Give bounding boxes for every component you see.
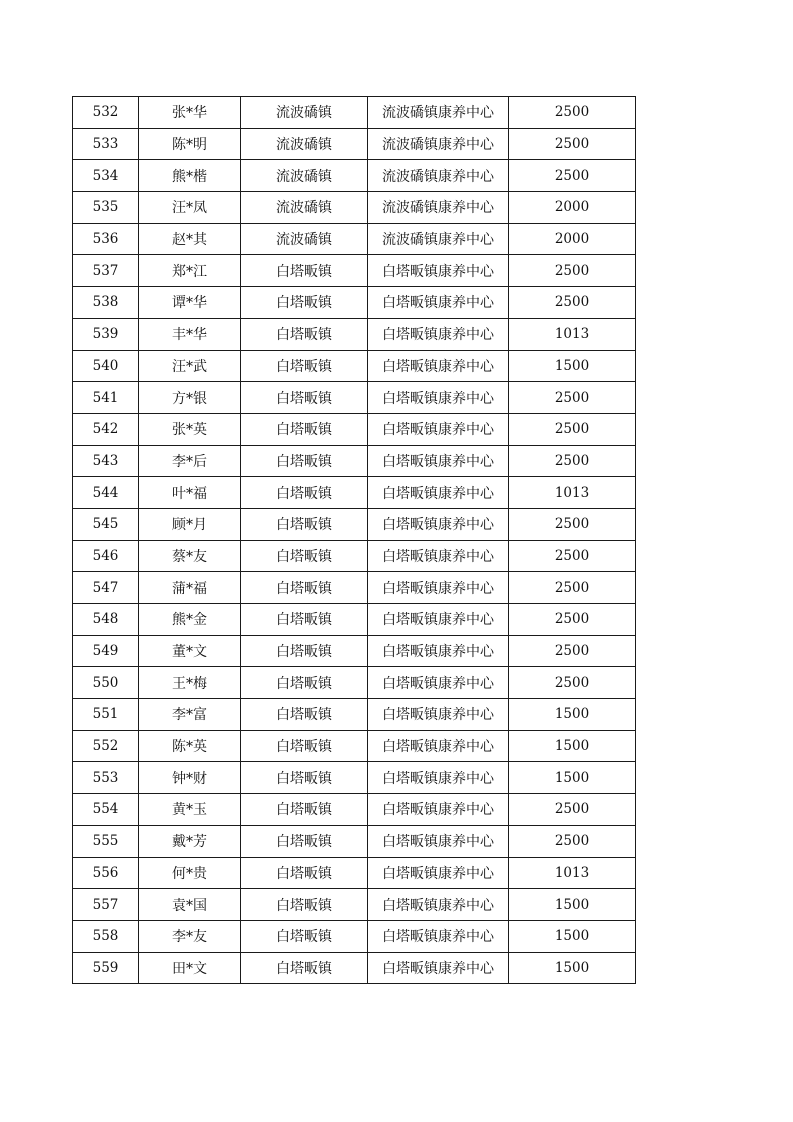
amount-cell: 2500 xyxy=(509,128,636,160)
amount-cell: 1500 xyxy=(509,730,636,762)
name-cell: 方*银 xyxy=(139,382,241,414)
town-cell: 白塔畈镇 xyxy=(241,255,368,287)
town-cell: 白塔畈镇 xyxy=(241,508,368,540)
table-row xyxy=(73,318,636,350)
town-cell: 白塔畈镇 xyxy=(241,382,368,414)
care-center-cell: 白塔畈镇康养中心 xyxy=(368,477,509,509)
table-row xyxy=(73,477,636,509)
amount-cell: 1013 xyxy=(509,857,636,889)
table-row xyxy=(73,857,636,889)
amount-cell: 2500 xyxy=(509,540,636,572)
name-cell: 田*文 xyxy=(139,952,241,984)
town-cell: 白塔畈镇 xyxy=(241,952,368,984)
amount-cell: 2500 xyxy=(509,97,636,129)
town-cell: 白塔畈镇 xyxy=(241,318,368,350)
town-cell: 流波礄镇 xyxy=(241,97,368,129)
town-cell: 白塔畈镇 xyxy=(241,413,368,445)
name-cell: 李*后 xyxy=(139,445,241,477)
town-cell: 白塔畈镇 xyxy=(241,699,368,731)
town-cell: 白塔畈镇 xyxy=(241,477,368,509)
care-center-cell: 白塔畈镇康养中心 xyxy=(368,699,509,731)
table-row xyxy=(73,128,636,160)
amount-cell: 2500 xyxy=(509,794,636,826)
name-cell: 叶*福 xyxy=(139,477,241,509)
amount-cell: 2000 xyxy=(509,192,636,224)
town-cell: 流波礄镇 xyxy=(241,192,368,224)
name-cell: 董*文 xyxy=(139,635,241,667)
amount-cell: 2500 xyxy=(509,508,636,540)
row-number-cell: 554 xyxy=(73,794,139,826)
town-cell: 流波礄镇 xyxy=(241,223,368,255)
table-row xyxy=(73,160,636,192)
name-cell: 顾*月 xyxy=(139,508,241,540)
care-center-cell: 白塔畈镇康养中心 xyxy=(368,604,509,636)
amount-cell: 2500 xyxy=(509,382,636,414)
row-number-cell: 549 xyxy=(73,635,139,667)
care-center-cell: 白塔畈镇康养中心 xyxy=(368,540,509,572)
amount-cell: 2500 xyxy=(509,635,636,667)
table-row xyxy=(73,223,636,255)
care-center-cell: 白塔畈镇康养中心 xyxy=(368,413,509,445)
table-row xyxy=(73,699,636,731)
care-center-cell: 白塔畈镇康养中心 xyxy=(368,445,509,477)
care-center-cell: 流波礄镇康养中心 xyxy=(368,192,509,224)
care-center-cell: 白塔畈镇康养中心 xyxy=(368,382,509,414)
amount-cell: 2500 xyxy=(509,255,636,287)
town-cell: 白塔畈镇 xyxy=(241,857,368,889)
table-row xyxy=(73,604,636,636)
row-number-cell: 539 xyxy=(73,318,139,350)
name-cell: 熊*楷 xyxy=(139,160,241,192)
row-number-cell: 544 xyxy=(73,477,139,509)
care-center-cell: 流波礄镇康养中心 xyxy=(368,128,509,160)
row-number-cell: 541 xyxy=(73,382,139,414)
row-number-cell: 548 xyxy=(73,604,139,636)
table-row xyxy=(73,635,636,667)
name-cell: 戴*芳 xyxy=(139,825,241,857)
amount-cell: 2500 xyxy=(509,604,636,636)
care-center-cell: 白塔畈镇康养中心 xyxy=(368,572,509,604)
name-cell: 郑*江 xyxy=(139,255,241,287)
care-center-cell: 白塔畈镇康养中心 xyxy=(368,794,509,826)
amount-cell: 1013 xyxy=(509,318,636,350)
care-center-cell: 白塔畈镇康养中心 xyxy=(368,350,509,382)
table-row xyxy=(73,508,636,540)
amount-cell: 2500 xyxy=(509,413,636,445)
row-number-cell: 538 xyxy=(73,287,139,319)
care-center-cell: 流波礄镇康养中心 xyxy=(368,160,509,192)
amount-cell: 1500 xyxy=(509,350,636,382)
row-number-cell: 540 xyxy=(73,350,139,382)
name-cell: 汪*武 xyxy=(139,350,241,382)
row-number-cell: 547 xyxy=(73,572,139,604)
table-row xyxy=(73,382,636,414)
name-cell: 陈*明 xyxy=(139,128,241,160)
amount-cell: 1500 xyxy=(509,762,636,794)
care-center-cell: 白塔畈镇康养中心 xyxy=(368,667,509,699)
name-cell: 袁*国 xyxy=(139,889,241,921)
amount-cell: 1013 xyxy=(509,477,636,509)
care-center-cell: 白塔畈镇康养中心 xyxy=(368,762,509,794)
name-cell: 黄*玉 xyxy=(139,794,241,826)
name-cell: 李*富 xyxy=(139,699,241,731)
table-row xyxy=(73,192,636,224)
row-number-cell: 535 xyxy=(73,192,139,224)
care-center-cell: 白塔畈镇康养中心 xyxy=(368,255,509,287)
amount-cell: 1500 xyxy=(509,699,636,731)
table-row xyxy=(73,762,636,794)
table-row xyxy=(73,825,636,857)
name-cell: 钟*财 xyxy=(139,762,241,794)
table-row xyxy=(73,667,636,699)
row-number-cell: 533 xyxy=(73,128,139,160)
amount-cell: 1500 xyxy=(509,889,636,921)
row-number-cell: 545 xyxy=(73,508,139,540)
town-cell: 白塔畈镇 xyxy=(241,667,368,699)
town-cell: 白塔畈镇 xyxy=(241,794,368,826)
name-cell: 李*友 xyxy=(139,920,241,952)
care-center-cell: 白塔畈镇康养中心 xyxy=(368,920,509,952)
care-center-cell: 白塔畈镇康养中心 xyxy=(368,889,509,921)
table-row xyxy=(73,413,636,445)
name-cell: 赵*其 xyxy=(139,223,241,255)
amount-cell: 2500 xyxy=(509,667,636,699)
subsidy-table xyxy=(72,96,636,984)
row-number-cell: 552 xyxy=(73,730,139,762)
row-number-cell: 558 xyxy=(73,920,139,952)
care-center-cell: 流波礄镇康养中心 xyxy=(368,223,509,255)
town-cell: 白塔畈镇 xyxy=(241,540,368,572)
care-center-cell: 流波礄镇康养中心 xyxy=(368,97,509,129)
care-center-cell: 白塔畈镇康养中心 xyxy=(368,287,509,319)
name-cell: 蔡*友 xyxy=(139,540,241,572)
town-cell: 白塔畈镇 xyxy=(241,635,368,667)
name-cell: 汪*凤 xyxy=(139,192,241,224)
table-row xyxy=(73,97,636,129)
amount-cell: 2500 xyxy=(509,825,636,857)
table-row xyxy=(73,730,636,762)
name-cell: 张*英 xyxy=(139,413,241,445)
name-cell: 谭*华 xyxy=(139,287,241,319)
amount-cell: 2500 xyxy=(509,160,636,192)
care-center-cell: 白塔畈镇康养中心 xyxy=(368,508,509,540)
row-number-cell: 551 xyxy=(73,699,139,731)
amount-cell: 2500 xyxy=(509,445,636,477)
row-number-cell: 536 xyxy=(73,223,139,255)
table-body xyxy=(73,97,636,984)
name-cell: 丰*华 xyxy=(139,318,241,350)
table-row xyxy=(73,794,636,826)
row-number-cell: 553 xyxy=(73,762,139,794)
amount-cell: 2500 xyxy=(509,287,636,319)
name-cell: 陈*英 xyxy=(139,730,241,762)
care-center-cell: 白塔畈镇康养中心 xyxy=(368,952,509,984)
town-cell: 白塔畈镇 xyxy=(241,572,368,604)
name-cell: 蒲*福 xyxy=(139,572,241,604)
table-row xyxy=(73,287,636,319)
town-cell: 白塔畈镇 xyxy=(241,762,368,794)
row-number-cell: 559 xyxy=(73,952,139,984)
row-number-cell: 546 xyxy=(73,540,139,572)
row-number-cell: 550 xyxy=(73,667,139,699)
amount-cell: 2000 xyxy=(509,223,636,255)
name-cell: 王*梅 xyxy=(139,667,241,699)
care-center-cell: 白塔畈镇康养中心 xyxy=(368,318,509,350)
town-cell: 白塔畈镇 xyxy=(241,889,368,921)
row-number-cell: 557 xyxy=(73,889,139,921)
row-number-cell: 555 xyxy=(73,825,139,857)
town-cell: 白塔畈镇 xyxy=(241,825,368,857)
row-number-cell: 534 xyxy=(73,160,139,192)
amount-cell: 1500 xyxy=(509,920,636,952)
row-number-cell: 532 xyxy=(73,97,139,129)
amount-cell: 2500 xyxy=(509,572,636,604)
name-cell: 何*贵 xyxy=(139,857,241,889)
row-number-cell: 537 xyxy=(73,255,139,287)
town-cell: 白塔畈镇 xyxy=(241,445,368,477)
care-center-cell: 白塔畈镇康养中心 xyxy=(368,857,509,889)
table-row xyxy=(73,952,636,984)
table-row xyxy=(73,445,636,477)
name-cell: 熊*金 xyxy=(139,604,241,636)
town-cell: 流波礄镇 xyxy=(241,128,368,160)
name-cell: 张*华 xyxy=(139,97,241,129)
table-row xyxy=(73,255,636,287)
town-cell: 流波礄镇 xyxy=(241,160,368,192)
care-center-cell: 白塔畈镇康养中心 xyxy=(368,825,509,857)
care-center-cell: 白塔畈镇康养中心 xyxy=(368,635,509,667)
town-cell: 白塔畈镇 xyxy=(241,604,368,636)
amount-cell: 1500 xyxy=(509,952,636,984)
table-row xyxy=(73,350,636,382)
table-row xyxy=(73,920,636,952)
row-number-cell: 556 xyxy=(73,857,139,889)
table-row xyxy=(73,540,636,572)
table-row xyxy=(73,889,636,921)
row-number-cell: 542 xyxy=(73,413,139,445)
care-center-cell: 白塔畈镇康养中心 xyxy=(368,730,509,762)
town-cell: 白塔畈镇 xyxy=(241,730,368,762)
town-cell: 白塔畈镇 xyxy=(241,287,368,319)
town-cell: 白塔畈镇 xyxy=(241,350,368,382)
row-number-cell: 543 xyxy=(73,445,139,477)
town-cell: 白塔畈镇 xyxy=(241,920,368,952)
table-row xyxy=(73,572,636,604)
